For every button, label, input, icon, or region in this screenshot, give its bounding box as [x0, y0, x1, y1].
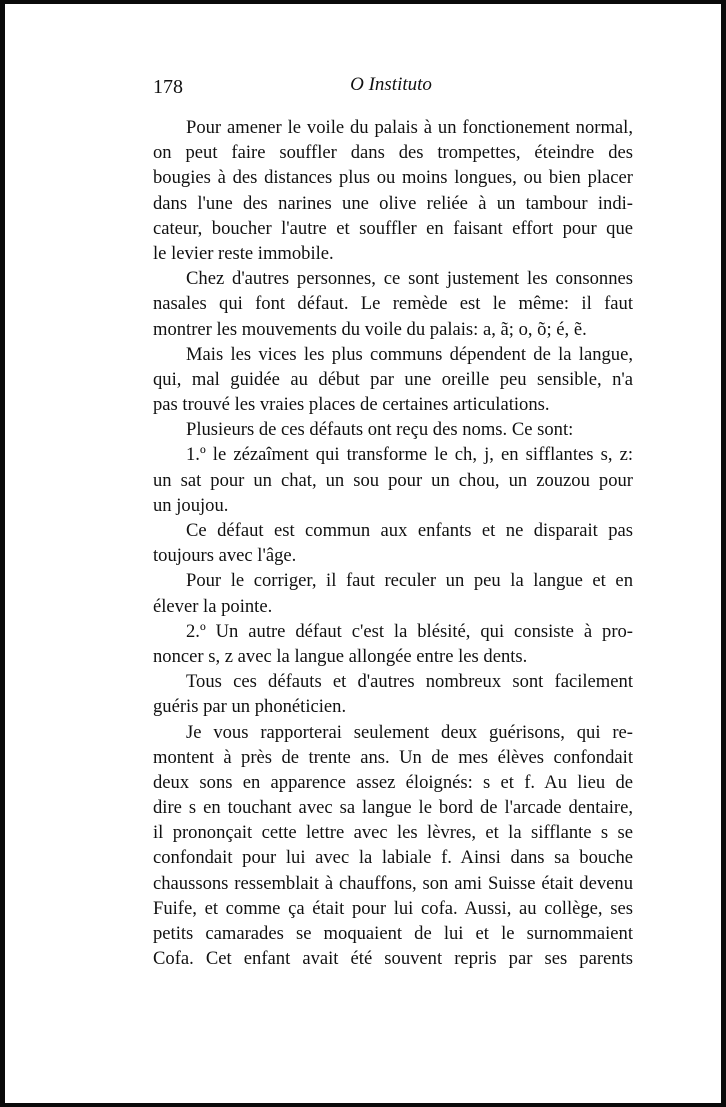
text-line: 2.º Un autre défaut c'est la blésité, qui consiste à pro- — [186, 620, 633, 642]
text-line: nasales qui font défaut. Le remède est le même: il faut — [153, 293, 633, 315]
text-line: chaussons ressemblait à chauffons, son ami Suisse était devenu — [153, 872, 633, 894]
text-line: guéris par un phonéticien. — [153, 696, 347, 718]
running-title: O Instituto — [350, 74, 432, 95]
text-line: bougies à des distances plus ou moins longues, ou bien placer — [153, 167, 633, 189]
text-line: Mais les vices les plus communs dépendent de la langue, — [186, 343, 633, 365]
text-line: Chez d'autres personnes, ce sont justement les consonnes — [186, 268, 633, 290]
text-line: Tous ces défauts et d'autres nombreux sont facilement — [186, 671, 633, 693]
text-line: dire s en touchant avec sa langue le bord de l'arcade dentaire, — [153, 797, 633, 819]
text-line: confondait pour lui avec la labiale f. Ainsi dans sa bouche — [153, 847, 633, 869]
text-line: petits camarades se moquaient de lui et le surnommaient — [153, 923, 633, 944]
text-line: un joujou. — [153, 494, 229, 516]
text-line: noncer s, z avec la langue allongée entre les dents. — [153, 645, 528, 667]
text-line: élever la pointe. — [153, 595, 273, 617]
text-line: dans l'une des narines une olive reliée à un tambour indi- — [153, 192, 633, 214]
text-line: il prononçait cette lettre avec les lèvres, et la sifflante s se — [153, 822, 633, 844]
text-line: pas trouvé les vraies places de certaines articulations. — [153, 394, 550, 416]
text-line: montent à près de trente ans. Un de mes élèves confondait — [153, 746, 633, 768]
text-line: montrer les mouvements du voile du palais: a, ã; o, õ; é, ẽ. — [153, 318, 587, 340]
text-line: Ce défaut est commun aux enfants et ne disparait pas — [186, 520, 633, 541]
text-line: Pour amener le voile du palais à un fonctionement normal, — [186, 117, 633, 138]
book-page — [5, 4, 721, 1103]
text-line: toujours avec l'âge. — [153, 545, 297, 567]
text-line: Plusieurs de ces défauts ont reçu des noms. Ce sont: — [186, 419, 574, 441]
text-line: deux sons en apparence assez éloignés: s et f. Au lieu de — [153, 771, 633, 793]
text-line: qui, mal guidée au début par une oreille peu sensible, n'a — [153, 368, 633, 390]
text-line: 1.º le zézaîment qui transforme le ch, j, en sifflantes s, z: — [186, 444, 633, 466]
text-line: Je vous rapporterai seulement deux guérisons, qui re- — [186, 721, 633, 743]
text-line: on peut faire souffler dans des trompettes, éteindre des — [153, 142, 633, 164]
text-line: le levier reste immobile. — [153, 242, 334, 264]
text-line: Cofa. Cet enfant avait été souvent repris par ses parents — [153, 948, 633, 970]
text-line: un sat pour un chat, un sou pour un chou, un zouzou pour — [153, 469, 633, 491]
text-line: Fuife, et comme ça était pour lui cofa. Aussi, au collège, ses — [153, 897, 633, 919]
page-number: 178 — [153, 76, 183, 98]
page-header — [148, 70, 634, 100]
body-text — [153, 115, 633, 971]
text-line: cateur, boucher l'autre et souffler en faisant effort pour que — [153, 217, 633, 239]
text-line: Pour le corriger, il faut reculer un peu la langue et en — [186, 570, 633, 592]
